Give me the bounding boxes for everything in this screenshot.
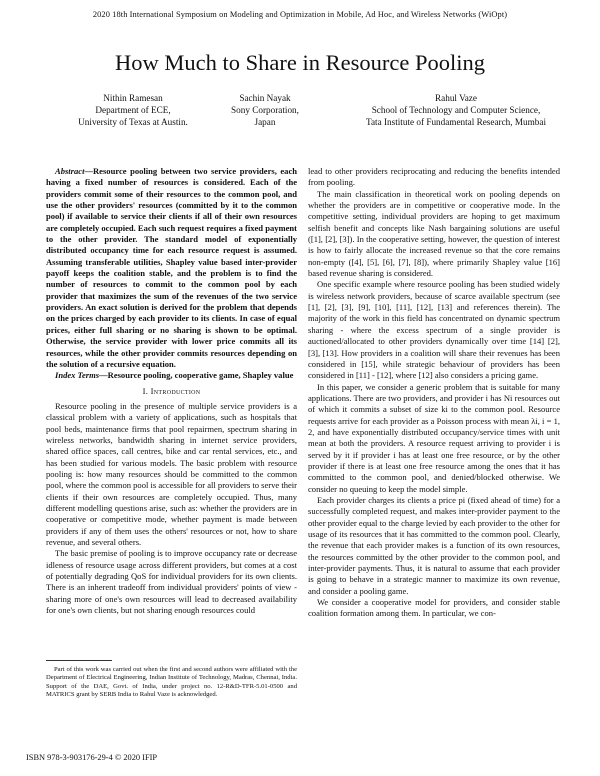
author-name: Sachin Nayak [239,93,291,103]
footnote-text: Part of this work was carried out when the first and second authors were affiliated with the Department of Electrical Engineering, Indian Institute of Technology, Madras, Chennai, India. Support of the DAE, Govt. of India, under project no. 12-R&D-TFR-5.01-0500 and MATRICS grant by SERB India to Rahul Vaze is acknowledged. [46,666,297,699]
body-paragraph: The basic premise of pooling is to improve occupancy rate or decrease idleness of resource usage across different providers, but comes at a cost of potentially degrading QoS for individual providers for its own clients. There is an inherent tradeoff from individual providers' points of view - sharing more of one's own resources will lead to decreased availability for one's own clients, but not sharing enough resources could [46,548,297,616]
body-paragraph: The main classification in theoretical work on pooling depends on whether the providers are in competitive or cooperative mode. In the competitive setting, individual providers are hoping to get maximum selfish benefit and concepts like Nash bargaining solutions are useful ([1], [2], [3]). In the cooperative setting, however, the question of interest is how to fairly allocate the increased revenue so that the core remains non-empty ([4], [5], [6], [7], [8]), where primarily Shapley value [16] based revenue sharing is considered. [308,188,560,279]
body-paragraph: We consider a cooperative model for providers, and consider stable coalition formation among them. In particular, we con- [308,597,560,619]
isbn-footer: ISBN 978-3-903176-29-4 © 2020 IFIP [26,753,158,762]
author-affiliation: Sony Corporation, [231,105,299,116]
author-affiliation: School of Technology and Computer Science, [371,105,541,116]
footnote-rule [46,660,112,661]
right-column [308,166,560,620]
author-affiliation: Japan [254,117,276,128]
author-name: Nithin Ramesan [103,93,163,103]
abstract-label: Abstract— [55,166,93,176]
author-name: Rahul Vaze [435,93,477,103]
conference-header: 2020 18th International Symposium on Modeling and Optimization in Mobile, Ad Hoc, and Wireless Networks (WiOpt) [92,10,508,19]
body-paragraph: One specific example where resource pooling has been studied widely is wireless network providers, because of scarce available spectrum (see [1], [2], [3], [9], [10], [11], [12], [13] and references therein). The majority of the work in this field has concentrated on dynamic spectrum sharing - where the excess spectrum of a single provider is auctioned/allocated to other providers dynamically over time [14] [2], [3], [13]. How providers in a coalition will share their revenues has been considered in [15], while strategic behaviour of providers has been considered in [11] - [12], where [12] also considers a pricing game. [308,279,560,381]
author-block-3 [322,92,590,129]
abstract [46,166,297,382]
author-block-1 [58,92,208,129]
author-affiliation: Tata Institute of Fundamental Research, Mumbai [366,117,546,128]
body-paragraph: Each provider charges its clients a price pi (fixed ahead of time) for a successfully completed request, and makes inter-provider payment to the other provider equal to the charge levied by each provider to the other for usage of its resources that it has committed to the common pool. Clearly, the revenue that each provider makes is a function of its own resources, the resources committed by the other provider to the common pool, and inter-provider payments. Thus, it is natural to assume that each provider is going to behave in a strategic manner to maximize its own revenue, and consider a pooling game. [308,494,560,596]
body-paragraph: Resource pooling in the presence of multiple service providers is a classical problem with a variety of applications, such as hospitals that pool beds, maintenance firms that pool repairmen, spectrum sharing in wireless networks, bandwidth sharing in internet service providers, shared office spaces, call centres, bike and car rental services, etc., and has been studied for various models. The basic problem with resource pooling is: how many resources should be committed to the common pool, where the common pool is accessible for all providers to serve their clients if their own resources are completely occupied. Thus, many different modelling questions arise, such as: whether the providers are in cooperative or competitive mode, whether payment is made between providers if any of them uses the others' resources or not, how to share revenue, and several others. [46,400,297,547]
index-terms-text: Resource pooling, cooperative game, Shapley value [107,370,294,381]
footnote [46,666,297,700]
abstract-text: Resource pooling between two service providers, each having a fixed number of resources is considered. Each of the providers commit some of their resources to the common pool, and use the other providers' resources (committed by it to the common pool) if available to service their clients if all of their own resources are completely occupied. Each such request requires a fixed payment to the other provider. The standard model of exponentially distributed occupancy time for each resource request is assumed. Assuming transferable utilities, Shapley value based inter-provider payoff keeps the coalition stable, and the problem is to find the number of resources to commit to the common pool by each provider that maximizes the sum of the revenues of the two service providers. An exact solution is derived for the problem that depends on the prices charged by each provider to its clients. In case of equal prices, either full sharing or no sharing is shown to be optimal. Otherwise, the service provider with lower price commits all its resources, while the other provider commits resources depending on the solution of a recursive equation. [46,166,298,369]
section-heading [46,386,297,397]
author-affiliation: Department of ECE, [95,105,171,116]
paper-title: How Much to Share in Resource Pooling [115,50,485,75]
left-column [46,166,297,616]
body-paragraph: In this paper, we consider a generic problem that is suitable for many applications. There are two providers, and provider i has Ni resources out of which it commits a subset of size ki to the common pool. Resource requests arrive for each provider as a Poisson process with mean λi, i = 1, 2, and have exponentially distributed occupancy/service times with unit mean at both the providers. A resource request arriving to provider i is served by it if provider i has at least one free resource, or by the other provider if there is at least one free resource among the ones that it has committed to the common pool, and denied/blocked otherwise. We consider no queuing to keep the model simple. [308,381,560,494]
author-affiliation: University of Texas at Austin. [78,117,188,128]
body-paragraph: lead to other providers reciprocating and reducing the benefits intended from pooling. [308,166,560,188]
section-title: Introduction [150,385,201,396]
author-block-2 [210,92,320,129]
section-numeral: I. [142,385,149,396]
index-terms-label: Index Terms— [55,370,108,381]
